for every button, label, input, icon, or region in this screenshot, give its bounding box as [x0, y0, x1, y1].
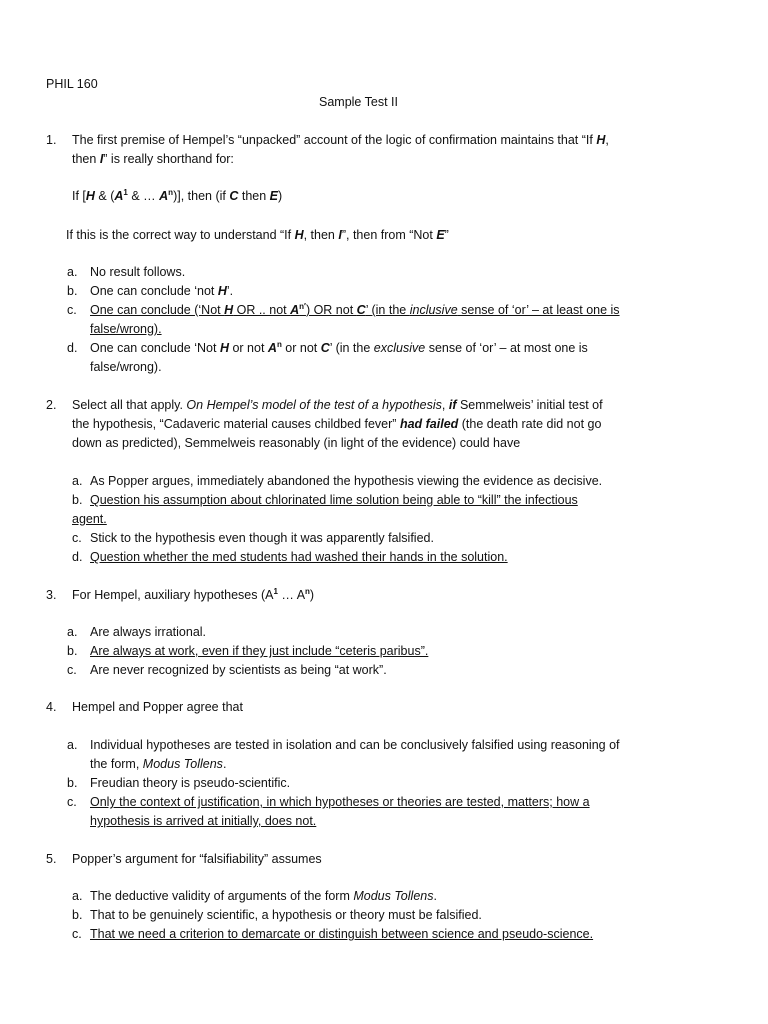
- option-letter: b.: [72, 908, 83, 922]
- question-number: 5.: [46, 852, 57, 866]
- option-c-correct: One can conclude (‘Not H OR .. not $A^{n'}$) OR not C’ (in the inclusive sense of ‘or’ – at least one is: [90, 302, 620, 317]
- question-text-line: then I” is really shorthand for:: [72, 152, 234, 166]
- option-a-continued: the form, Modus Tollens.: [90, 757, 227, 771]
- option-a: The deductive validity of arguments of the form Modus Tollens.: [90, 889, 437, 903]
- option-a: Individual hypotheses are tested in isolation and can be conclusively falsified using reasoning of: [90, 738, 620, 752]
- question-text-line: Popper’s argument for “falsifiability” assumes: [72, 852, 322, 866]
- option-c-continued: false/wrong).: [90, 322, 162, 336]
- option-b-continued: agent.: [72, 512, 107, 526]
- option-letter: a.: [72, 889, 83, 903]
- option-a: No result follows.: [90, 265, 186, 279]
- formula: If [H & ($A^1$ & … $A^n$)], then (if C then E): [72, 188, 283, 203]
- option-letter: c.: [72, 927, 82, 941]
- option-c: Are never recognized by scientists as being “at work”.: [90, 663, 387, 677]
- question-text-line: the hypothesis, “Cadaveric material causes childbed fever” had failed (the death rate did not go: [72, 417, 602, 431]
- option-d-continued: false/wrong).: [90, 360, 162, 374]
- option-letter: c.: [67, 663, 77, 677]
- option-letter: c.: [67, 303, 77, 317]
- page-title: Sample Test II: [319, 95, 398, 109]
- course-code: PHIL 160: [46, 77, 98, 91]
- option-b: That to be genuinely scientific, a hypothesis or theory must be falsified.: [90, 908, 482, 922]
- option-a: Are always irrational.: [90, 625, 207, 639]
- option-letter: d.: [72, 550, 83, 564]
- option-letter: b.: [72, 493, 83, 507]
- question-text-line: For Hempel, auxiliary hypotheses ($A^1$ … $A^n$): [72, 587, 315, 602]
- question-text-line: Hempel and Popper agree that: [72, 700, 243, 714]
- option-b-correct: Are always at work, even if they just include “ceteris paribus”.: [90, 644, 429, 658]
- question-text-line: down as predicted), Semmelweis reasonably (in light of the evidence) could have: [72, 436, 521, 450]
- question-number: 1.: [46, 133, 57, 147]
- option-d: One can conclude ‘Not H or not $A^n$ or not C’ (in the exclusive sense of ‘or’ – at most one is: [90, 340, 588, 355]
- option-letter: a.: [67, 625, 78, 639]
- option-letter: a.: [67, 738, 78, 752]
- question-number: 4.: [46, 700, 57, 714]
- option-d-correct: Question whether the med students had washed their hands in the solution.: [90, 550, 508, 564]
- question-number: 2.: [46, 398, 57, 412]
- option-b: One can conclude ‘not H’.: [90, 284, 234, 298]
- option-letter: c.: [72, 531, 82, 545]
- question-prompt: If this is the correct way to understand “If H, then I”, then from “Not E”: [66, 228, 449, 242]
- option-letter: b.: [67, 284, 78, 298]
- option-letter: b.: [67, 776, 78, 790]
- option-letter: a.: [72, 474, 83, 488]
- option-a: As Popper argues, immediately abandoned the hypothesis viewing the evidence as decisive.: [90, 474, 603, 488]
- question-text-line: The first premise of Hempel’s “unpacked” account of the logic of confirmation maintains that “If H,: [72, 133, 609, 147]
- option-c-continued: hypothesis is arrived at initially, does not.: [90, 814, 317, 828]
- option-letter: c.: [67, 795, 77, 809]
- option-letter: b.: [67, 644, 78, 658]
- option-letter: a.: [67, 265, 78, 279]
- question-text-line: Select all that apply. On Hempel’s model of the test of a hypothesis, if Semmelweis’ initial test of: [72, 398, 603, 412]
- option-b-correct: Question his assumption about chlorinated lime solution being able to “kill” the infectious: [90, 493, 578, 507]
- option-c: Stick to the hypothesis even though it was apparently falsified.: [90, 531, 434, 545]
- option-c-correct: Only the context of justification, in which hypotheses or theories are tested, matters; how a: [90, 795, 590, 809]
- option-c-correct: That we need a criterion to demarcate or distinguish between science and pseudo-science.: [90, 927, 594, 941]
- option-letter: d.: [67, 341, 78, 355]
- option-b: Freudian theory is pseudo-scientific.: [90, 776, 291, 790]
- question-number: 3.: [46, 588, 57, 602]
